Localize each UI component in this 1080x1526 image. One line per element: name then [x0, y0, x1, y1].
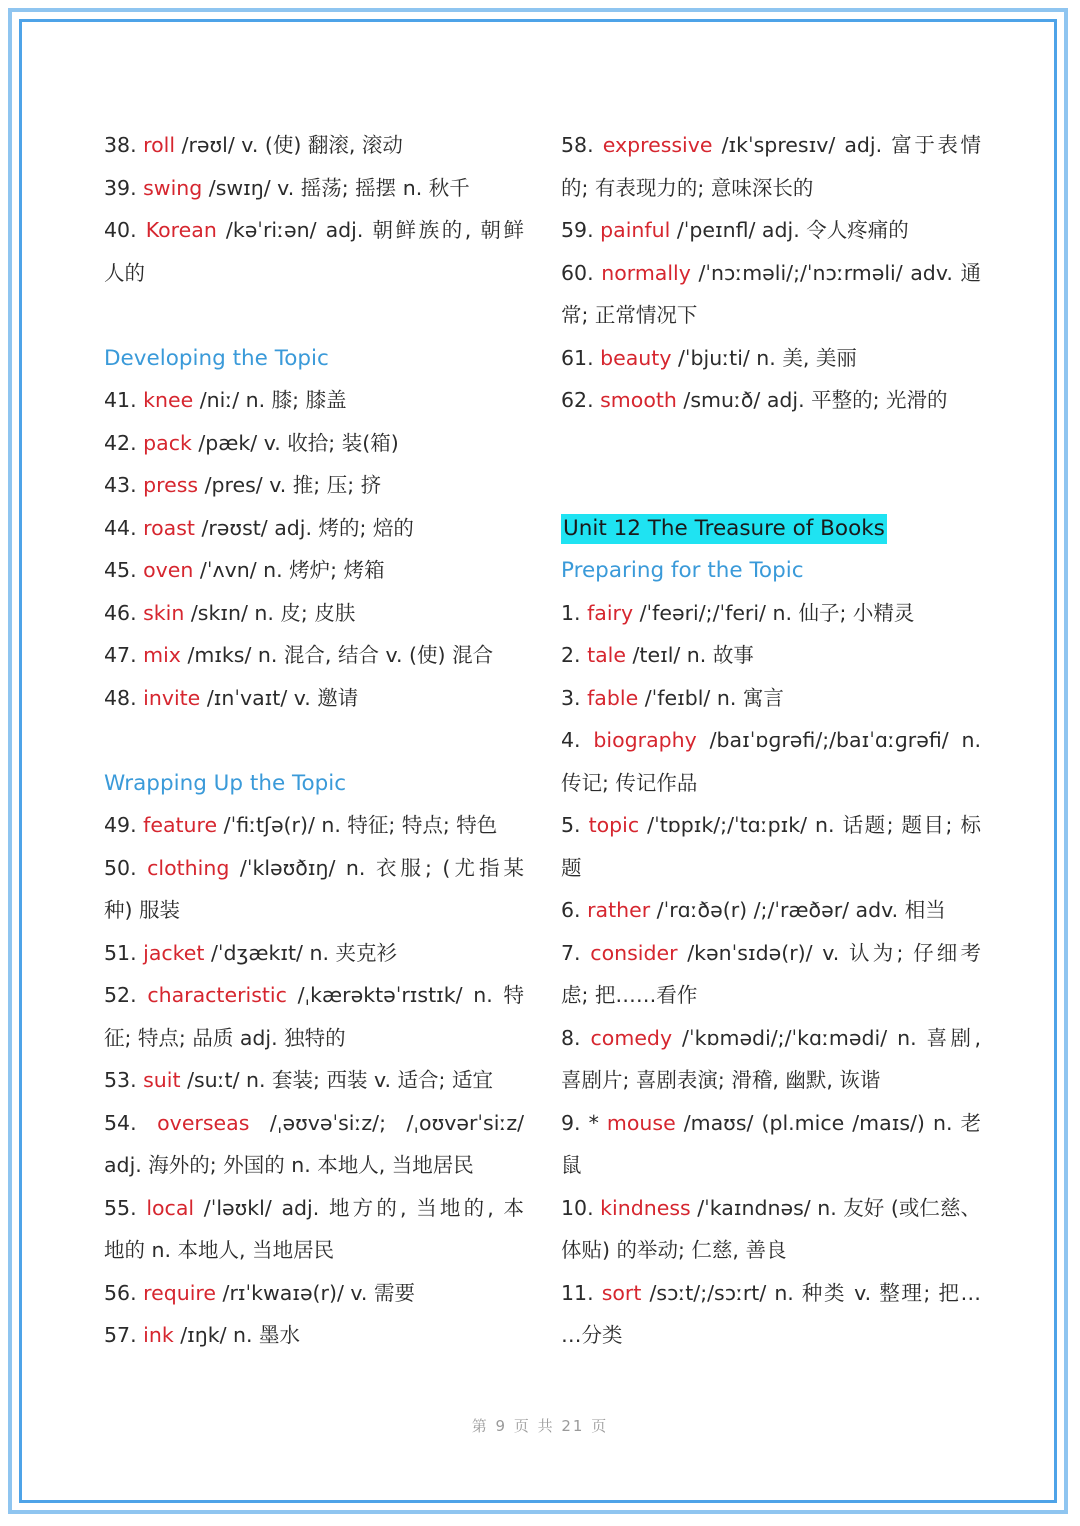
entry-continuation: 传记; 传记作品: [561, 770, 698, 795]
headword: jacket: [143, 940, 205, 965]
vocab-entry: [104, 209, 524, 252]
entry-definition: /ˌkærəktəˈrɪstɪk/ n. 特: [286, 983, 524, 1007]
entry-definition: /ɪŋk/ n. 墨水: [173, 1323, 301, 1347]
entry-definition: /kənˈsɪdə(r)/ v. 认为; 仔细考: [677, 940, 981, 965]
headword: kindness: [600, 1195, 691, 1220]
headword: biography: [593, 728, 697, 752]
right-column: [561, 124, 981, 1357]
vocab-entry: [104, 124, 524, 167]
vocab-entry: [104, 1314, 524, 1357]
headword: swing: [143, 175, 203, 200]
vocab-entry: [104, 1102, 524, 1145]
entry-definition: /ˈrɑːðə(r) /;/ˈræðər/ adv. 相当: [650, 898, 946, 922]
entry-number: 52.: [104, 983, 148, 1007]
vocab-entry: [104, 549, 524, 592]
entry-number: 5.: [561, 813, 589, 837]
entry-definition: /ˈkaɪndnəs/ n. 友好 (或仁慈、: [690, 1195, 981, 1220]
headword: pack: [143, 430, 192, 455]
headword: invite: [143, 685, 201, 710]
entry-definition: /teɪl/ n. 故事: [626, 643, 754, 667]
headword: require: [143, 1280, 217, 1305]
vocab-entry: [104, 464, 524, 507]
entry-number: 50.: [104, 855, 148, 880]
headword: Korean: [145, 218, 217, 242]
entry-number: 55.: [104, 1195, 147, 1220]
entry-definition: /rəʊst/ adj. 烤的; 焙的: [194, 515, 414, 540]
entry-number: 42.: [104, 430, 144, 455]
vocab-entry: [561, 677, 981, 720]
headword: tale: [587, 643, 626, 667]
vocab-entry: [561, 932, 981, 975]
headword: smooth: [600, 388, 677, 412]
entry-number: 58.: [561, 133, 603, 157]
headword: oven: [143, 558, 194, 582]
vocab-entry: [104, 804, 524, 847]
headword: mix: [143, 643, 181, 667]
entry-continuation: 人的: [104, 260, 145, 285]
headword: consider: [590, 940, 678, 965]
headword: mouse: [606, 1110, 676, 1135]
vocab-entry: [104, 847, 524, 890]
vocab-entry: [561, 379, 981, 422]
entry-number: 59.: [561, 218, 601, 242]
headword: comedy: [590, 1025, 673, 1050]
entry-definition: /rəʊl/ v. (使) 翻滚, 滚动: [175, 133, 403, 157]
vocab-entry: [561, 1272, 981, 1315]
spacer: [561, 464, 981, 507]
entry-definition: /baɪˈɒɡrəfi/;/baɪˈɑːɡrəfi/ n.: [696, 728, 981, 752]
vocab-entry: [561, 1102, 981, 1145]
entry-definition: /ˈkɒmədi/;/ˈkɑːmədi/ n. 喜剧,: [672, 1025, 981, 1050]
entry-number: 6.: [561, 898, 588, 922]
vocab-entry: [104, 507, 524, 550]
spacer: [104, 719, 524, 762]
vocab-entry: [104, 1059, 524, 1102]
entry-number: 57.: [104, 1323, 144, 1347]
headword: ink: [143, 1323, 174, 1347]
headword: sort: [601, 1280, 642, 1305]
entry-number: 51.: [104, 940, 144, 965]
section-heading-text: Preparing for the Topic: [561, 558, 804, 583]
section-heading: [104, 337, 524, 380]
headword: feature: [143, 813, 218, 837]
entry-number: 4.: [561, 728, 594, 752]
vocab-entry: [104, 932, 524, 975]
headword: press: [143, 473, 199, 497]
vocab-entry: [561, 124, 981, 167]
entry-definition: /ˈdʒækɪt/ n. 夹克衫: [204, 940, 397, 965]
headword: overseas: [157, 1110, 250, 1135]
entry-number: 40.: [104, 218, 146, 242]
entry-continuation: adj. 海外的; 外国的 n. 本地人, 当地居民: [104, 1153, 474, 1177]
entry-number: 46.: [104, 600, 144, 625]
headword: local: [146, 1195, 195, 1220]
entry-number: 38.: [104, 133, 144, 157]
entry-definition: /suːt/ n. 套装; 西装 v. 适合; 适宜: [180, 1068, 493, 1092]
headword: characteristic: [147, 983, 287, 1007]
entry-number: 39.: [104, 175, 144, 200]
entry-definition: /ɪnˈvaɪt/ v. 邀请: [200, 685, 359, 710]
unit-title: [561, 507, 981, 550]
entry-definition: /niː/ n. 膝; 膝盖: [193, 388, 347, 412]
vocab-entry: [104, 379, 524, 422]
entry-number: 54.: [104, 1110, 158, 1135]
vocab-entry: [561, 719, 981, 762]
vocab-entry: [104, 634, 524, 677]
section-heading: [104, 762, 524, 805]
entry-continuation: 地的 n. 本地人, 当地居民: [104, 1238, 335, 1262]
vocab-entry: [104, 592, 524, 635]
entry-number: 60.: [561, 260, 602, 285]
entry-continuation: 常; 正常情况下: [561, 303, 698, 327]
vocab-entry: [561, 889, 981, 932]
section-heading: [561, 549, 981, 592]
unit-title-text: Unit 12 The Treasure of Books: [561, 514, 887, 544]
headword: fable: [587, 685, 639, 710]
headword: beauty: [600, 345, 672, 370]
vocab-entry: [561, 634, 981, 677]
entry-continuation: 鼠: [561, 1153, 582, 1177]
vocab-entry: [561, 1017, 981, 1060]
entry-number: 41.: [104, 388, 144, 412]
page-footer: 第 9 页 共 21 页: [471, 1417, 609, 1435]
entry-definition: /ˈʌvn/ n. 烤炉; 烤箱: [193, 558, 385, 582]
headword: rather: [587, 898, 651, 922]
vocab-entry: [104, 974, 524, 1017]
entry-continuation: 种) 服装: [104, 898, 181, 922]
headword: clothing: [147, 855, 230, 880]
entry-number: 3.: [561, 685, 588, 710]
entry-number: 11.: [561, 1280, 602, 1305]
entry-continuation: 体贴) 的举动; 仁慈, 善良: [561, 1238, 787, 1262]
entry-definition: /ˈləʊkl/ adj. 地方的, 当地的, 本: [194, 1195, 524, 1220]
entry-definition: /rɪˈkwaɪə(r)/ v. 需要: [216, 1280, 415, 1305]
entry-continuation: 征; 特点; 品质 adj. 独特的: [104, 1025, 346, 1050]
section-heading-text: Wrapping Up the Topic: [104, 770, 347, 796]
vocab-entry: [561, 804, 981, 847]
entry-number: 2.: [561, 643, 588, 667]
vocab-entry: [561, 337, 981, 380]
headword: topic: [588, 813, 640, 837]
entry-definition: /pæk/ v. 收拾; 装(箱): [191, 430, 399, 455]
entry-definition: /ˈtɒpɪk/;/ˈtɑːpɪk/ n. 话题; 题目; 标: [639, 813, 981, 837]
entry-number: 48.: [104, 685, 144, 710]
entry-number: 45.: [104, 558, 144, 582]
entry-continuation: 虑; 把……看作: [561, 983, 698, 1007]
entry-definition: /ɪkˈspresɪv/ adj. 富于表情: [712, 133, 981, 157]
entry-definition: /kəˈriːən/ adj. 朝鲜族的, 朝鲜: [216, 218, 524, 242]
entry-definition: /ˌəʊvəˈsiːz/; /ˌoʊvərˈsiːz/: [249, 1110, 524, 1135]
entry-continuation: 喜剧片; 喜剧表演; 滑稽, 幽默, 诙谐: [561, 1068, 881, 1092]
entry-definition: /ˈnɔːməli/;/ˈnɔːrməli/ adv. 通: [690, 260, 981, 285]
entry-number: 61.: [561, 345, 601, 370]
entry-number: 7.: [561, 940, 591, 965]
entry-number: 56.: [104, 1280, 144, 1305]
headword: normally: [601, 260, 691, 285]
spacer: [104, 294, 524, 337]
entry-number: 9. *: [561, 1110, 607, 1135]
entry-number: 1.: [561, 600, 588, 625]
entry-definition: /ˈbjuːti/ n. 美, 美丽: [671, 345, 857, 370]
entry-number: 49.: [104, 813, 144, 837]
spacer: [561, 422, 981, 465]
headword: fairy: [587, 600, 634, 625]
entry-definition: /maʊs/ (pl.mice /maɪs/) n. 老: [675, 1110, 981, 1135]
entry-definition: /ˈpeɪnfl/ adj. 令人疼痛的: [670, 218, 909, 242]
headword: skin: [143, 600, 185, 625]
entry-definition: /sɔːt/;/sɔːrt/ n. 种类 v. 整理; 把…: [641, 1280, 981, 1305]
headword: painful: [600, 218, 671, 242]
section-heading-text: Developing the Topic: [104, 345, 329, 371]
headword: roll: [143, 133, 176, 157]
vocab-entry: [561, 252, 981, 295]
entry-definition: /ˈkləʊðɪŋ/ n. 衣服; (尤指某: [229, 855, 524, 880]
entry-continuation: 题: [561, 855, 582, 880]
entry-definition: /smuːð/ adj. 平整的; 光滑的: [676, 388, 948, 412]
entry-number: 44.: [104, 515, 144, 540]
headword: suit: [143, 1068, 181, 1092]
vocab-entry: [561, 209, 981, 252]
entry-continuation: …分类: [561, 1323, 623, 1347]
entry-number: 62.: [561, 388, 601, 412]
entry-number: 53.: [104, 1068, 144, 1092]
vocab-entry: [104, 167, 524, 210]
headword: knee: [143, 388, 194, 412]
entry-number: 10.: [561, 1195, 601, 1220]
entry-definition: /skɪn/ n. 皮; 皮肤: [184, 600, 356, 625]
entry-definition: /mɪks/ n. 混合, 结合 v. (使) 混合: [180, 643, 494, 667]
entry-continuation: 的; 有表现力的; 意味深长的: [561, 175, 814, 200]
entry-definition: /ˈfeɪbl/ n. 寓言: [638, 685, 784, 710]
vocab-entry: [561, 1187, 981, 1230]
entry-number: 8.: [561, 1025, 591, 1050]
entry-number: 47.: [104, 643, 144, 667]
headword: roast: [143, 515, 195, 540]
headword: expressive: [602, 133, 713, 157]
vocab-entry: [104, 1272, 524, 1315]
vocab-entry: [561, 592, 981, 635]
vocab-entry: [104, 677, 524, 720]
vocab-entry: [104, 422, 524, 465]
entry-definition: /ˈfeəri/;/ˈferi/ n. 仙子; 小精灵: [633, 600, 915, 625]
entry-definition: /pres/ v. 推; 压; 挤: [198, 473, 382, 497]
entry-definition: /ˈfiːtʃə(r)/ n. 特征; 特点; 特色: [217, 813, 498, 837]
left-column: [104, 124, 524, 1357]
entry-number: 43.: [104, 473, 144, 497]
entry-definition: /swɪŋ/ v. 摇荡; 摇摆 n. 秋千: [202, 175, 470, 200]
vocab-entry: [104, 1187, 524, 1230]
